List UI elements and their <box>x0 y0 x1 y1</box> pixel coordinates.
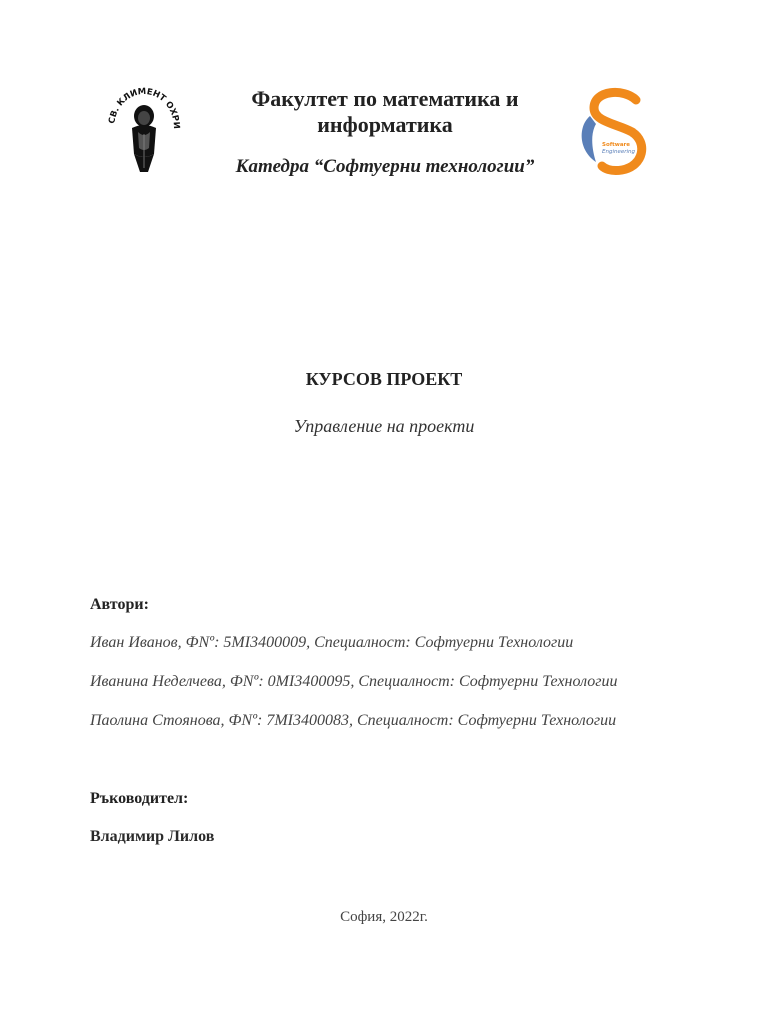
svg-text:Engineering: Engineering <box>602 149 635 155</box>
faculty-name: Факултет по математика и информатика <box>251 86 519 137</box>
software-engineering-logo <box>574 86 660 176</box>
supervisor-heading: Ръководител: <box>90 790 189 807</box>
author-line: Иван Иванов, ФNº: 5MI3400009, Специалност: Софтуерни Технологии <box>90 634 574 651</box>
svg-text:Software: Software <box>602 142 630 148</box>
author-line: Иванина Неделчева, ФNº: 0MI3400095, Специалност: Софтуерни Технологии <box>90 673 618 690</box>
svg-text:СВ. КЛИМЕНТ ОХРИДСКИ: СВ. КЛИМЕНТ ОХРИ <box>107 86 182 130</box>
project-title: КУРСОВ ПРОЕКТ <box>305 369 463 389</box>
place-date: София, 2022г. <box>340 909 428 925</box>
author-line: Паолина Стоянова, ФNº: 7MI3400083, Специалност: Софтуерни Технологии <box>90 712 617 729</box>
supervisor-name: Владимир Лилов <box>90 828 215 845</box>
project-subtitle: Управление на проекти <box>293 416 475 436</box>
authors-heading: Автори: <box>90 596 149 613</box>
university-seal-logo <box>104 76 184 176</box>
department-name: Катедра “Софтуерни технологии” <box>235 156 535 177</box>
